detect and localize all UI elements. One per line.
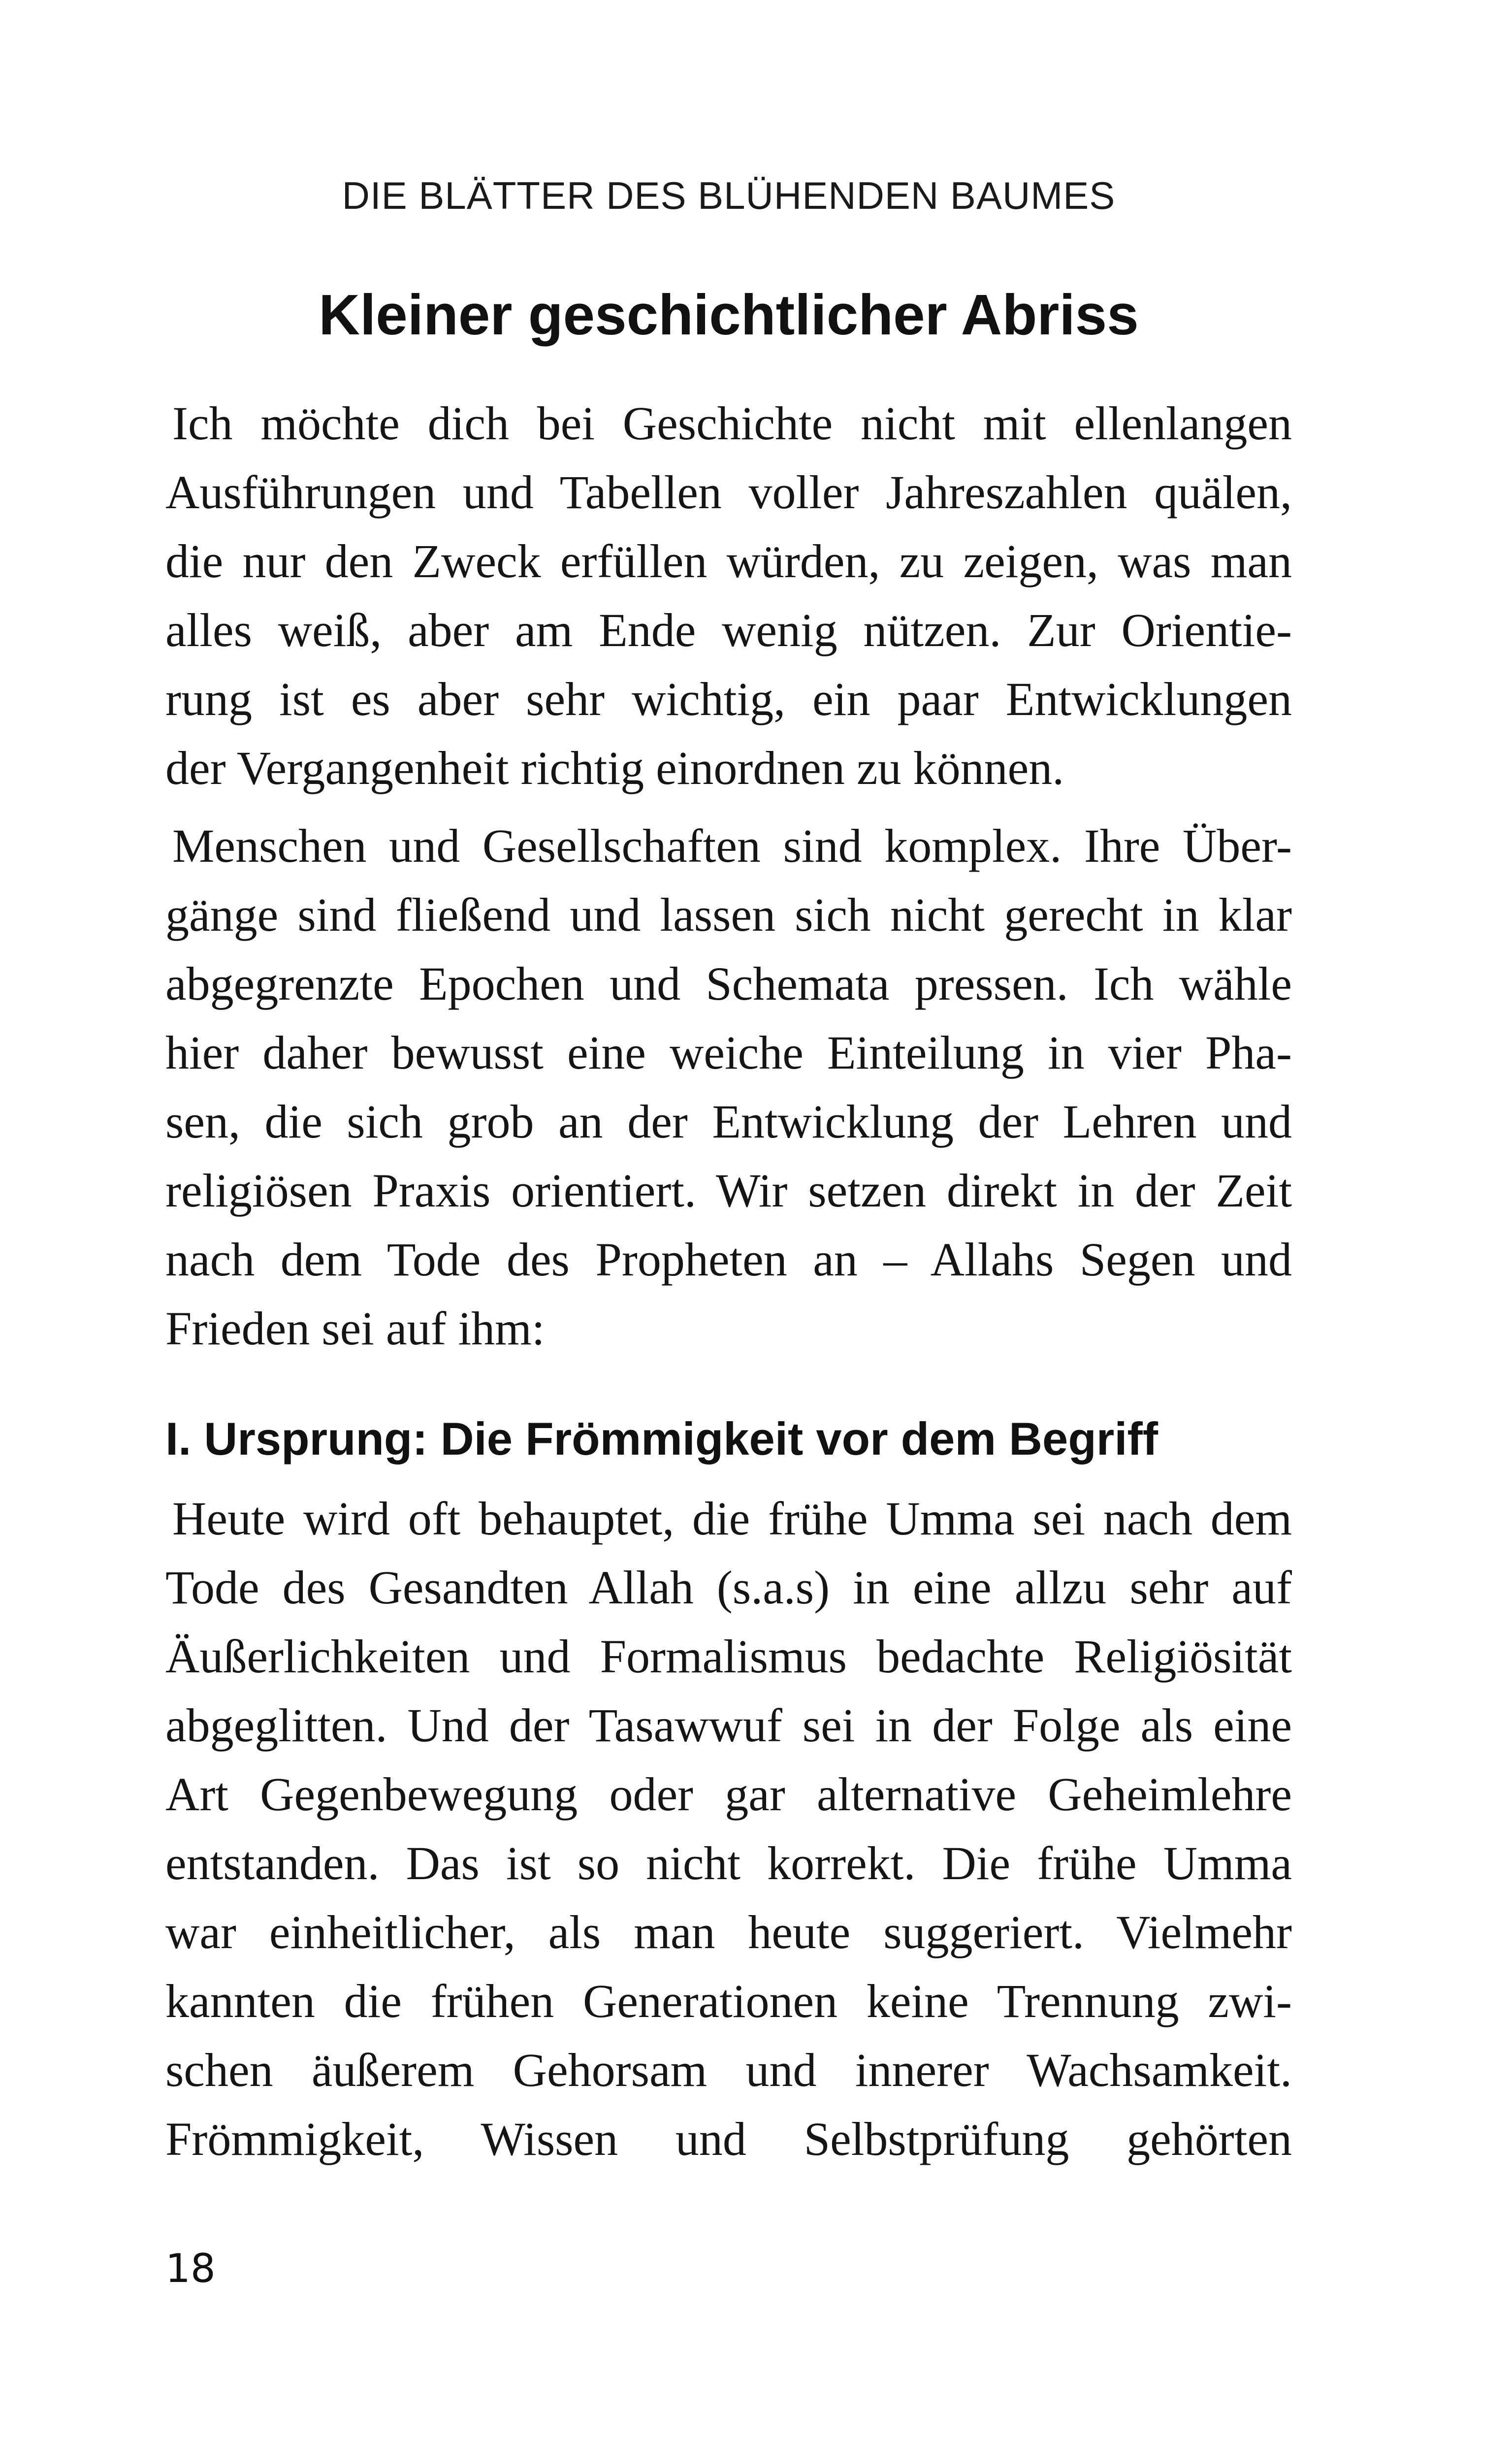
chapter-title: Kleiner geschichtlicher Abriss (319, 283, 1139, 347)
text-line: Äußerlichkeiten und Formalismus bedachte Religiösität (165, 1630, 1292, 1683)
text-line: nach dem Tode des Propheten an – Allahs Segen und (165, 1233, 1292, 1286)
text-line: Menschen und Gesellschaften sind komplex. Ihre Über- (172, 819, 1292, 872)
text-line: abgegrenzte Epochen und Schemata pressen. Ich wähle (165, 957, 1292, 1010)
text-line: abgeglitten. Und der Tasawwuf sei in der Folge als eine (165, 1699, 1292, 1752)
text-line: alles weiß, aber am Ende wenig nützen. Zur Orientie- (165, 604, 1292, 656)
page-number: 18 (165, 2246, 216, 2291)
text-line: die nur den Zweck erfüllen würden, zu zeigen, was man (165, 535, 1292, 587)
text-line: Art Gegenbewegung oder gar alternative Geheimlehre (165, 1768, 1292, 1821)
text-line: rung ist es aber sehr wichtig, ein paar Entwicklungen (165, 673, 1292, 725)
text-line: entstanden. Das ist so nicht korrekt. Die frühe Umma (165, 1837, 1292, 1889)
text-line: hier daher bewusst eine weiche Einteilung in vier Pha- (165, 1026, 1292, 1079)
text-line: gänge sind fließend und lassen sich nicht gerecht in klar (165, 888, 1292, 941)
paragraph-origin (165, 1484, 1292, 2174)
text-line: Ausführungen und Tabellen voller Jahreszahlen quälen, (165, 466, 1292, 519)
text-line: sen, die sich grob an der Entwicklung der Lehren und (165, 1095, 1292, 1148)
text-line: kannten die frühen Generationen keine Trennung zwi- (165, 1975, 1292, 2027)
running-head: DIE BLÄTTER DES BLÜHENDEN BAUMES (342, 174, 1116, 217)
paragraph-phases (165, 812, 1292, 1363)
text-line: Ich möchte dich bei Geschichte nicht mit ellenlangen (172, 397, 1292, 450)
text-line: schen äußerem Gehorsam und innerer Wachsamkeit. (165, 2044, 1292, 2096)
text-line: Frieden sei auf ihm: (165, 1302, 545, 1355)
text-line: Frömmigkeit, Wissen und Selbstprüfung gehörten (165, 2113, 1292, 2165)
text-line: religiösen Praxis orientiert. Wir setzen direkt in der Zeit (165, 1164, 1292, 1217)
paragraph-intro (165, 389, 1292, 803)
section-heading: I. Ursprung: Die Frömmigkeit vor dem Begriff (165, 1413, 1158, 1465)
text-line: Heute wird oft behauptet, die frühe Umma sei nach dem (172, 1492, 1292, 1545)
text-line: der Vergangenheit richtig einordnen zu können. (165, 742, 1064, 794)
text-line: war einheitlicher, als man heute suggeriert. Vielmehr (165, 1906, 1292, 1958)
text-line: Tode des Gesandten Allah (s.a.s) in eine allzu sehr auf (165, 1561, 1292, 1614)
